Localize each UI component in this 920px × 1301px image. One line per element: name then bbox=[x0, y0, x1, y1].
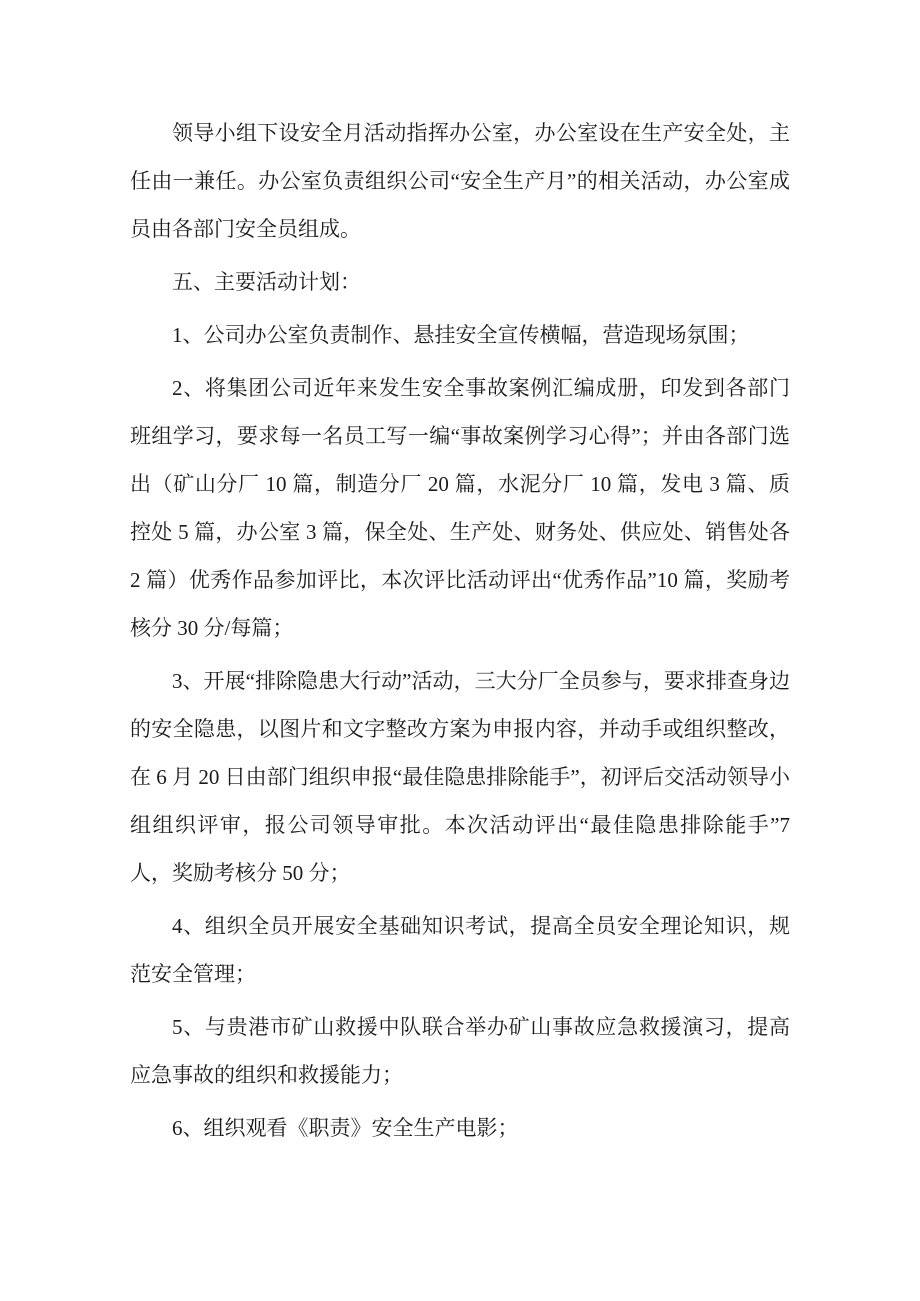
activity-item-5: 5、与贵港市矿山救援中队联合举办矿山事故应急救援演习，提高应急事故的组织和救援能力； bbox=[130, 1015, 790, 1087]
activity-item-2: 2、将集团公司近年来发生安全事故案例汇编成册，印发到各部门班组学习，要求每一名员工写一编“事故案例学习心得”；并由各部门选出（矿山分厂 10 篇，制造分厂 20 篇，水泥分厂 10 篇，发电 3 篇、质控处 5 篇，办公室 3 篇，保全处、生产处、财务处、供应处、销售处各 2 篇）优秀作品参加评比，本次评比活动评出“优秀作品”10 篇，奖励考核分 30 分/每篇； bbox=[130, 376, 790, 640]
activity-item-3: 3、开展“排除隐患大行动”活动，三大分厂全员参与，要求排查身边的安全隐患，以图片和文字整改方案为申报内容，并动手或组织整改，在 6 月 20 日由部门组织申报“最佳隐患排除能手”，初评后交活动领导小组组织评审，报公司领导审批。本次活动评出“最佳隐患排除能手”7 人，奖励考核分 50 分； bbox=[130, 669, 790, 885]
heading-main-activity-plan: 五、主要活动计划： bbox=[172, 270, 361, 294]
activity-item-4: 4、组织全员开展安全基础知识考试，提高全员安全理论知识，规范安全管理； bbox=[130, 914, 790, 986]
paragraph-office-setup: 领导小组下设安全月活动指挥办公室，办公室设在生产安全处，主任由一兼任。办公室负责组织公司“安全生产月”的相关活动，办公室成员由各部门安全员组成。 bbox=[130, 121, 790, 241]
activity-item-1: 1、公司办公室负责制作、悬挂安全宣传横幅，营造现场氛围； bbox=[172, 323, 750, 347]
activity-item-6: 6、组织观看《职责》安全生产电影； bbox=[172, 1116, 519, 1140]
